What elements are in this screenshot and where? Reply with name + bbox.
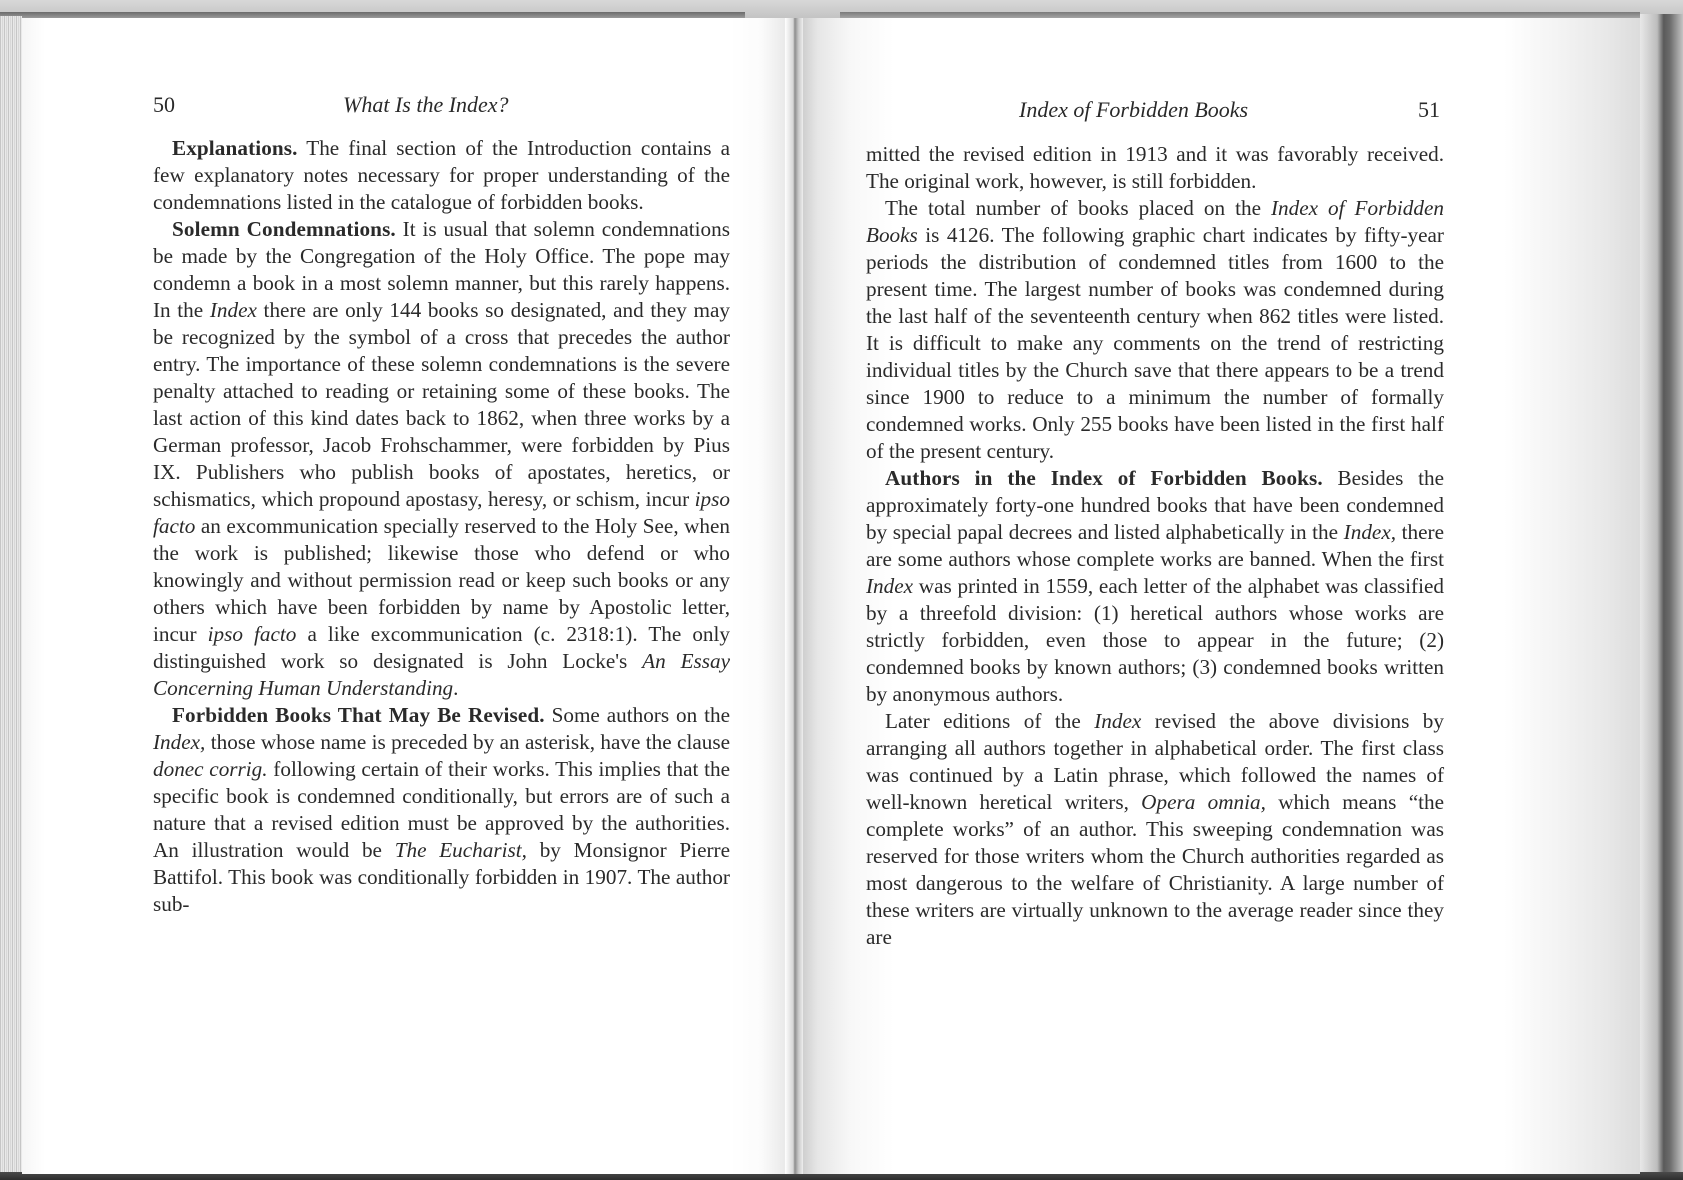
paragraph-text: The total number of books placed on the [885, 196, 1271, 220]
paragraph-explanations [153, 135, 730, 216]
paragraph-continuation [866, 141, 1444, 195]
right-running-head: Index of Forbidden Books [1019, 97, 1249, 122]
left-page-number: 50 [153, 92, 175, 117]
paragraph-text: The final section of the Introduction contains a few explanatory notes necessary for proper understanding of the condemnations listed in the catalogue of forbidden books. [153, 136, 730, 214]
italic-term: Index [866, 574, 914, 598]
italic-title: The Eucharist, [394, 838, 527, 862]
paragraph-heading: Forbidden Books That May Be Revised. [172, 703, 545, 727]
left-running-head: What Is the Index? [343, 92, 509, 117]
italic-term: Opera omnia, [1141, 790, 1266, 814]
paragraph-total-books [866, 195, 1444, 465]
paragraph-text: those whose name is preceded by an asterisk, have the clause [205, 730, 730, 754]
paragraph-text: It is usual that solemn condemnations be made by the Congregation of the Holy Office. The pope may condemn a book in a most solemn manner, but this rarely happens. In the [153, 217, 730, 322]
paragraph-solemn-condemnations [153, 216, 730, 702]
italic-term: donec corrig. [153, 757, 268, 781]
italic-term: Index, [1343, 520, 1397, 544]
italic-title: An Essay Concerning Human Understanding [153, 649, 730, 700]
page-stack-left [0, 16, 22, 1174]
paragraph-text: is 4126. The following graphic chart indicates by fifty-year periods the distribution of condemned titles from 1600 to the present time. The largest number of books was condemned during the last half of the seventeenth century when 862 titles were listed. It is difficult to make any comments on the trend of restricting individual titles by the Church save that there appears to be a trend since 1900 to reduce to a minimum the number of formally condemned works. Only 255 books have been listed in the first half of the present century. [866, 223, 1444, 463]
italic-term: Index [209, 298, 257, 322]
paragraph-text: revised the above divisions by arranging all authors together in alphabetical order. The first class was continued by a Latin phrase, which followed the names of well-known heretical writers, [866, 709, 1444, 814]
left-text-block [153, 135, 730, 918]
paragraph-text: an excommunication specially reserved to the Holy See, when the work is published; likewise those who defend or who knowingly and without permission read or keep such books or any others which have been forbidden by name by Apostolic letter, incur [153, 514, 730, 646]
paragraph-text: Later editions of the [885, 709, 1095, 733]
paragraph-text: there are some authors whose complete works are banned. When the first [866, 520, 1444, 571]
paragraph-heading: Authors in the Index of Forbidden Books. [885, 466, 1323, 490]
paragraph-text: Some authors on the [551, 703, 730, 727]
paragraph-text: following certain of their works. This implies that the specific book is condemned conditionally, but errors are of such a nature that a revised edition must be approved by the authorities. An illustration would be [153, 757, 730, 862]
italic-title: Index of Forbidden Books [866, 196, 1444, 247]
paragraph-forbidden-books-revised [153, 702, 730, 918]
paragraph-text: a like excommunication (c. 2318:1). The only distinguished work so designated is John Locke's [153, 622, 730, 673]
paragraph-text: mitted the revised edition in 1913 and it was favorably received. The original work, however, is still forbidden. [866, 142, 1444, 193]
italic-term: Index, [153, 730, 206, 754]
italic-term: ipso facto [153, 487, 730, 538]
italic-term: ipso facto [207, 622, 297, 646]
paragraph-heading: Explanations. [172, 136, 298, 160]
paragraph-text: which means “the complete works” of an author. This sweeping condemnation was reserved for those writers whom the Church authorities regarded as most dangerous to the welfare of Christianity. A large number of these writers are virtually unknown to the average reader since they are [866, 790, 1444, 949]
italic-term: Index [1094, 709, 1142, 733]
page-stack-right [1640, 14, 1683, 1180]
book-gutter [785, 18, 803, 1174]
paragraph-heading: Solemn Condemnations. [172, 217, 396, 241]
paragraph-text: . [453, 676, 459, 700]
paragraph-text: was printed in 1559, each letter of the alphabet was classified by a threefold division: (1) heretical authors whose works are strictly forbidden, even those to appear in the future; (2) condemned books by known authors; (3) condemned books written by anonymous authors. [866, 574, 1444, 706]
right-page-number: 51 [1418, 97, 1440, 122]
paragraph-authors-in-index [866, 465, 1444, 708]
paragraph-text: by Monsignor Pierre Battifol. This book was conditionally forbidden in 1907. The author sub- [153, 838, 730, 916]
right-text-block [866, 141, 1444, 951]
paragraph-later-editions [866, 708, 1444, 951]
paragraph-text: there are only 144 books so designated, and they may be recognized by the symbol of a cross that precedes the author entry. The importance of these solemn condemnations is the severe penalty attached to reading or retaining some of these books. The last action of this kind dates back to 1862, when three works by a German professor, Jacob Frohschammer, were forbidden by Pius IX. Publishers who publish books of apostates, heretics, or schismatics, which propound apostasy, heresy, or schism, incur [153, 298, 730, 511]
paragraph-text: Besides the approximately forty-one hundred books that have been condemned by special papal decrees and listed alphabetically in the [866, 466, 1445, 544]
